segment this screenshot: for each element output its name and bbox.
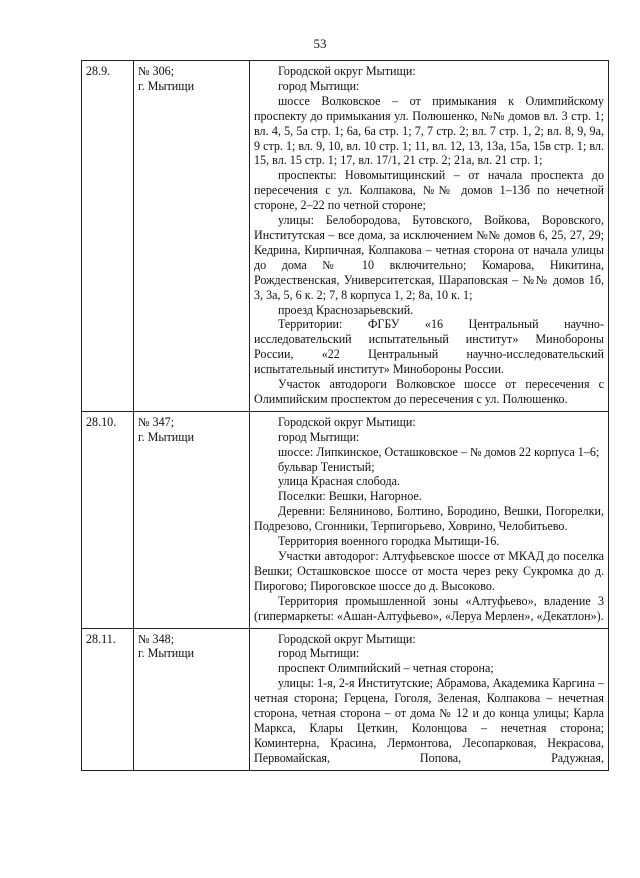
row-number: 28.9.: [82, 61, 134, 412]
table-row: [82, 61, 609, 412]
page-number: 53: [313, 36, 327, 51]
description-paragraph: Городской округ Мытищи:: [278, 631, 416, 646]
description-paragraph: Участок автодороги Волковское шоссе от пересечения с Олимпийским проспектом до пересечения с ул. Полюшенко.: [254, 377, 604, 406]
description-paragraph: шоссе Волковское – от примыкания к Олимпийскому проспекту до примыкания ул. Полюшенко, №№ домов вл. 3 стр. 1; вл. 4, 5, 5а стр. 1; 6а, 6а стр. 1; 7, 7 стр. 2; вл. 7 стр. 1, 2; вл. 8, 9, 9а, 9 стр. 1; вл. 9, 10, вл. 10 стр. 1; 11, вл. 12, 13, 13а, 15а, 15в стр. 1; вл. 15, вл. 15 стр. 1; 17, вл. 17/1, 21 стр. 2; 21а, вл. 21 стр. 1;: [254, 93, 604, 168]
description-paragraph: бульвар Тенистый;: [278, 459, 375, 474]
description-paragraph: проспекты: Новомытищинский – от начала проспекта до пересечения с ул. Колпакова, №№ домов 1–13б по нечетной стороне, 2–22 по четной стороне;: [254, 168, 604, 213]
description-paragraph: проспект Олимпийский – четная сторона;: [278, 661, 494, 676]
district-city: г. Мытищи: [138, 646, 195, 661]
row-number: 28.10.: [82, 411, 134, 628]
districts-table: [81, 60, 609, 771]
district-cell: [134, 628, 250, 770]
description-paragraph: Территория промышленной зоны «Алтуфьево», владение 3 (гипермаркеты: «Ашан-Алтуфьево», «Леруа Мерлен», «Декатлон»).: [254, 593, 604, 623]
description-paragraph: шоссе: Липкинское, Осташковское – № домов 22 корпуса 1–6;: [278, 444, 600, 459]
description-paragraph: улицы: Белобородова, Бутовского, Войкова, Воровского, Институтская – все дома, за исключением №№ домов 6, 25, 27, 29; Кедрина, Кирпичная, Колпакова – четная сторона от начала улицы до дома № 10 включительно; Комарова, Никитина, Рождественская, Университетская, Шараповская – №№ домов 1б, 3, 3а, 5, 6 к. 2; 7, 8 корпуса 1, 2; 8а, 10 к. 1;: [254, 213, 604, 302]
table-row: [82, 628, 609, 770]
description-paragraph: Участки автодорог: Алтуфьевское шоссе от МКАД до поселка Вешки; Осташковское шоссе от моста через реку Сукромка до д. Пирогово; Пироговское шоссе до д. Высоково.: [254, 549, 604, 593]
district-number: № 347;: [138, 414, 175, 429]
description-paragraph: проезд Краснозарьевский.: [278, 302, 414, 317]
district-cell: [134, 411, 250, 628]
description-paragraph: город Мытищи:: [278, 78, 360, 93]
table-row: [82, 411, 609, 628]
district-city: г. Мытищи: [138, 78, 195, 93]
district-number: № 306;: [138, 64, 175, 78]
row-number: 28.11.: [82, 628, 134, 770]
description-paragraph: Территория военного городка Мытищи-16.: [278, 534, 500, 549]
description-paragraph: улица Красная слобода.: [278, 474, 401, 489]
description-paragraph: город Мытищи:: [278, 646, 360, 661]
district-city: г. Мытищи: [138, 429, 195, 444]
district-description: [250, 61, 609, 412]
description-paragraph: Городской округ Мытищи:: [278, 414, 416, 429]
district-number: № 348;: [138, 631, 175, 646]
district-description: [250, 411, 609, 628]
district-description: [250, 628, 609, 770]
description-paragraph: Деревни: Беляниново, Болтино, Бородино, Вешки, Погорелки, Подрезово, Сгонники, Терпигорьево, Ховрино, Челобитьево.: [254, 504, 604, 534]
description-paragraph: Городской округ Мытищи:: [278, 64, 416, 78]
district-cell: [134, 61, 250, 412]
description-paragraph: город Мытищи:: [278, 429, 360, 444]
description-paragraph: Поселки: Вешки, Нагорное.: [278, 489, 422, 504]
description-paragraph: Территории: ФГБУ «16 Центральный научно-исследовательский испытательный институт» Минобороны России, «22 Центральный научно-исследовательский испытательный институт» Минобороны России.: [254, 317, 604, 377]
description-paragraph: улицы: 1-я, 2-я Институтские; Абрамова, Академика Каргина – четная сторона; Герцена, Гоголя, Зеленая, Колпакова – нечетная сторона, четная сторона – от дома № 12 и до конца улицы; Карла Маркса, Клары Цеткин, Колонцова – нечетная сторона; Коминтерна, Красина, Лермонтова, Лесопарковая, Некрасова, Первомайская, Попова, Радужная,: [254, 676, 604, 765]
